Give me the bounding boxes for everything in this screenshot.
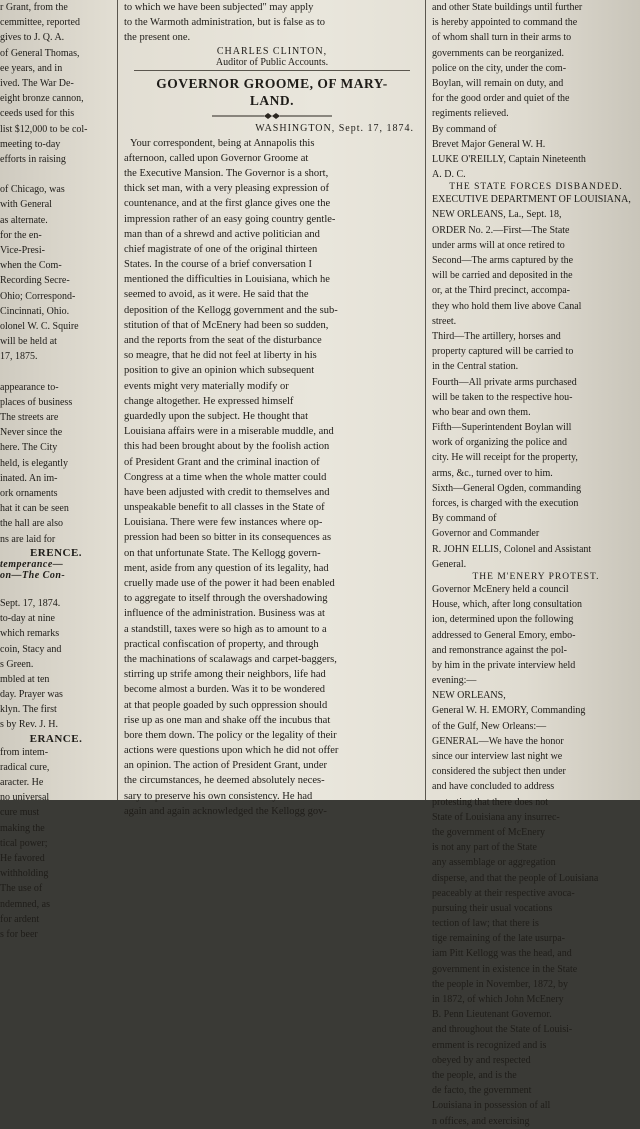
text-line: ion, determined upon the following: [432, 614, 574, 626]
text-line: of whom shall turn in their arms to: [432, 32, 572, 44]
text-line: Boylan, will remain on duty, and: [432, 77, 564, 89]
text-line: street.: [432, 315, 457, 327]
text-line: will be held at: [0, 336, 57, 348]
headline-line-1: GOVERNOR GROOME, OF MARY-: [156, 75, 388, 91]
text-line: for the en-: [0, 229, 42, 241]
text-line: is hereby appointed to command the: [432, 17, 578, 29]
text-line: actions were questions upon which he did not offer: [124, 745, 339, 757]
text-line: places of business: [0, 396, 73, 408]
text-line: again and again acknowledged the Kellogg gov-: [124, 805, 327, 817]
text-line: gives to J. Q. A.: [0, 32, 65, 44]
text-line: NEW ORLEANS,: [432, 690, 506, 702]
signature-name: CHARLES CLINTON,: [216, 45, 328, 57]
text-line: the present one.: [124, 32, 191, 44]
text-line: and have concluded to address: [432, 781, 555, 793]
left-section-subtitle-2: on—The Con-: [0, 569, 66, 581]
text-line: appearance to-: [0, 381, 59, 393]
left-column-top-text: [0, 0, 112, 547]
text-line: GENERAL—We have the honor: [432, 735, 564, 747]
center-column: [124, 0, 420, 817]
text-line: de facto, the government: [432, 1085, 532, 1097]
text-line: man than of a shrewd and active politician and: [124, 228, 320, 240]
text-line: s for beer: [0, 928, 38, 940]
text-line: R. JOHN ELLIS, Colonel and Assistant: [432, 543, 592, 555]
text-line: will be carried and deposited in the: [432, 270, 573, 282]
text-line: sary to preserve his own consistency. He had: [124, 790, 313, 802]
text-line: tical power;: [0, 837, 48, 849]
text-line: of General Thomas,: [0, 47, 80, 59]
text-line: Recording Secre-: [0, 275, 70, 287]
column-rule-left: [117, 0, 118, 800]
text-line: work of organizing the police and: [432, 437, 568, 449]
text-line: of President Grant and the criminal inaction of: [124, 456, 320, 468]
text-line: the people, and is the: [432, 1069, 517, 1081]
text-line: as alternate.: [0, 214, 48, 226]
text-line: mbled at ten: [0, 673, 50, 685]
signature-title: Auditor of Public Accounts.: [215, 56, 329, 68]
right-section-title-1: THE STATE FORCES DISBANDED.: [449, 182, 623, 193]
left-column: [0, 0, 112, 940]
text-line: General.: [432, 558, 467, 570]
text-line: in the Central station.: [432, 361, 519, 373]
text-line: governments can be reorganized.: [432, 47, 564, 59]
text-line: practical confiscation of property, and through: [124, 638, 319, 650]
text-line: thick set man, with a very pleasing expression of: [124, 183, 329, 195]
text-line: for the good order and quiet of the: [432, 93, 570, 105]
text-line: ceeds used for this: [0, 108, 75, 120]
text-line: peaceably at their respective avoca-: [432, 887, 575, 899]
text-line: disperse, and that the people of Louisiana: [432, 872, 599, 884]
text-line: EXECUTIVE DEPARTMENT OF LOUISIANA,: [432, 194, 631, 206]
text-line: so meagre, that he did not feel at liberty in his: [124, 350, 317, 362]
text-line: deposition of the Kellogg government and the sub-: [124, 304, 338, 316]
section-divider: [134, 70, 410, 71]
text-line: pression had been so bitter in its consequences as: [124, 532, 332, 544]
text-line: in 1872, of which John McEnery: [432, 994, 564, 1005]
text-line: efforts in raising: [0, 153, 66, 165]
text-line: the hall are also: [0, 518, 64, 530]
text-line: Governor McEnery held a council: [432, 583, 569, 595]
text-line: have been adjusted with credit to themselves and: [124, 486, 330, 498]
text-line: influence of the administration. Business was at: [124, 608, 325, 620]
text-line: withholding: [0, 868, 49, 880]
text-line: impression rather of an easy going country gentle-: [124, 213, 336, 225]
text-line: on that unfortunate State. The Kellogg govern-: [124, 547, 321, 559]
text-line: at that people goaded by such oppression should: [124, 699, 328, 711]
text-line: regiments relieved.: [432, 108, 509, 120]
text-line: s by Rev. J. H.: [0, 719, 58, 731]
text-line: since our interview last night we: [432, 751, 563, 762]
text-line: afternoon, called upon Governor Groome at: [124, 152, 309, 164]
text-line: Never since the: [0, 427, 63, 439]
text-line: government in existence in the State: [432, 963, 578, 975]
headline-ornament: [212, 113, 332, 119]
text-line: iam Pitt Kellogg was the head, and: [432, 948, 572, 960]
text-line: radical cure,: [0, 761, 50, 773]
headline-line-2: LAND.: [249, 92, 295, 108]
text-line: [0, 365, 112, 380]
text-line: addressed to General Emory, embo-: [432, 629, 576, 641]
text-line: ork ornaments: [0, 488, 58, 499]
article-body: [124, 136, 420, 819]
text-line: obeyed by and respected: [432, 1054, 531, 1066]
text-line: considered the subject then under: [432, 766, 566, 778]
text-line: forces, is charged with the execution: [432, 498, 579, 509]
right-section-2-text: [432, 582, 640, 1129]
right-section-title-2: THE M'ENERY PROTEST.: [472, 571, 600, 582]
text-line: pursuing their usual vocations: [432, 902, 553, 914]
text-line: day. Prayer was: [0, 689, 63, 701]
text-line: arms, &c., turned over to him.: [432, 467, 553, 479]
text-line: for ardent: [0, 913, 40, 925]
text-line: countenance, and at the first glance gives one the: [124, 198, 331, 210]
text-line: held, is elegantly: [0, 457, 69, 469]
text-line: police on the city, under the com-: [432, 62, 567, 74]
text-line: [0, 581, 112, 596]
text-line: cruelly made use of the power it had been enabled: [124, 578, 335, 589]
text-line: the circumstances, he deemed absolutely neces-: [124, 775, 325, 787]
text-line: the government of McEnery: [432, 826, 546, 838]
text-line: B. Penn Lieutenant Governor.: [432, 1009, 552, 1021]
text-line: of the Gulf, New Orleans:—: [432, 720, 547, 732]
text-line: seemed to avoid, as it were. He said that the: [124, 289, 309, 301]
text-line: bore them down. The policy or the legality of their: [124, 729, 337, 741]
text-line: from intem-: [0, 746, 49, 758]
text-line: which remarks: [0, 628, 60, 640]
text-line: r Grant, from the: [0, 2, 68, 13]
text-line: olonel W. C. Squire: [0, 320, 79, 332]
text-line: A. D. C.: [432, 169, 466, 181]
text-line: The streets are: [0, 412, 59, 424]
text-line: any assemblage or aggregation: [432, 857, 556, 869]
text-line: unspeakable benefit to all classes in the State of: [124, 502, 325, 514]
text-line: and throughout the State of Louisi-: [432, 1024, 573, 1036]
dateline: WASHINGTON, Sept. 17, 1874.: [255, 122, 414, 134]
text-line: change altogether. He expressed himself: [124, 395, 294, 407]
text-line: General W. H. EMORY, Commanding: [432, 705, 586, 717]
text-line: who bear and own them.: [432, 406, 531, 418]
text-line: guardedly upon the subject. He thought that: [124, 410, 309, 422]
text-line: Sixth—General Ogden, commanding: [432, 482, 582, 494]
text-line: is not any part of the State: [432, 842, 537, 854]
text-line: ee years, and in: [0, 62, 63, 74]
left-section-title-2: ERANCE.: [29, 732, 83, 745]
text-line: ment, aside from any question of its legality, had: [124, 562, 329, 574]
text-line: meeting to-day: [0, 138, 61, 150]
text-line: inated. An im-: [0, 472, 58, 484]
text-line: The use of: [0, 883, 43, 895]
text-line: ndemned, as: [0, 898, 50, 910]
right-section-1-text: [432, 192, 640, 572]
text-line: n offices, and exercising: [432, 1115, 530, 1127]
text-line: when the Com-: [0, 260, 62, 272]
text-line: ns are laid for: [0, 533, 56, 545]
text-line: cure must: [0, 807, 40, 819]
column-rule-right: [425, 0, 426, 800]
text-line: ernment is recognized and is: [432, 1039, 547, 1051]
text-line: to aggregate to itself through the overshadowing: [124, 593, 328, 605]
text-line: By command of: [432, 123, 497, 135]
text-line: Vice-Presi-: [0, 245, 45, 256]
text-line: Ohio; Correspond-: [0, 290, 76, 302]
text-line: here. The City: [0, 442, 58, 454]
text-line: property captured will be carried to: [432, 346, 574, 358]
text-line: Fifth—Superintendent Boylan will: [432, 422, 572, 434]
text-line: cemmittee, reported: [0, 17, 80, 29]
text-line: the Executive Mansion. The Governor is a short,: [124, 167, 329, 179]
text-line: Louisiana. There were few instances where op-: [124, 517, 323, 529]
text-line: mentioned the difficulties in Louisiana, which he: [124, 274, 330, 286]
text-line: ORDER No. 2.—First—The State: [432, 224, 570, 236]
text-line: 17, 1875.: [0, 351, 38, 363]
text-line: no universal: [0, 792, 50, 804]
text-line: aracter. He: [0, 777, 44, 788]
text-line: Louisiana in possession of all: [432, 1100, 551, 1112]
text-line: and remonstrance against the pol-: [432, 644, 567, 656]
text-line: the people in November, 1872, by: [432, 978, 568, 990]
text-line: position to give an opinion which subsequent: [124, 365, 315, 377]
text-line: protesting that there does not: [432, 796, 549, 808]
left-section-subtitle-1: temperance—: [0, 558, 64, 570]
text-line: Your correspondent, being at Annapolis this: [130, 137, 315, 149]
text-line: Governor and Commander: [432, 528, 540, 540]
left-section-title: ERENCE.: [29, 546, 83, 559]
text-line: Louisiana affairs were in a miserable muddle, and: [124, 426, 334, 438]
text-line: making the: [0, 822, 45, 834]
text-line: He favored: [0, 852, 45, 864]
left-column-mid-text: [0, 581, 112, 733]
text-line: to which we have been subjected" may apply: [124, 2, 314, 13]
text-line: State of Louisiana any insurrec-: [432, 811, 560, 823]
text-line: an opinion. The action of President Grant, under: [124, 760, 328, 772]
text-line: coin, Stacy and: [0, 643, 62, 655]
text-line: by him in the private interview held: [432, 659, 576, 671]
text-line: Second—The arms captured by the: [432, 255, 574, 266]
text-line: stitution of that of McEnery had been so sudden,: [124, 319, 329, 331]
text-line: ived. The War De-: [0, 77, 74, 89]
text-line: of Chicago, was: [0, 184, 65, 196]
text-line: eight bronze cannon,: [0, 93, 84, 105]
text-line: Brevet Major General W. H.: [432, 138, 546, 150]
text-line: rise up as one man and shake off the incubus that: [124, 714, 331, 726]
text-line: under arms will at once retired to: [432, 239, 565, 251]
text-line: Cincinnati, Ohio.: [0, 305, 70, 317]
text-line: the machinations of scalawags and carpet-baggers,: [124, 653, 337, 665]
text-line: Congress at a time when the whole matter could: [124, 471, 327, 483]
text-line: they who hold them live above Canal: [432, 300, 582, 312]
text-line: city. He will receipt for the property,: [432, 452, 578, 464]
text-line: become almost a burden. Was it to be wondered: [124, 684, 326, 696]
center-column-top-text: [124, 0, 420, 46]
right-column-top-text: [432, 0, 640, 182]
text-line: s Green.: [0, 658, 34, 670]
text-line: events might very materially modify or: [124, 380, 289, 392]
text-line: Fourth—All private arms purchased: [432, 376, 577, 388]
text-line: or, at the Third precinct, accompa-: [432, 285, 570, 297]
text-line: [0, 167, 112, 182]
text-line: chief magistrate of one of the original thirteen: [124, 243, 318, 255]
text-line: list $12,000 to be col-: [0, 123, 88, 135]
text-line: House, which, after long consultation: [432, 599, 582, 611]
text-line: By command of: [432, 513, 497, 525]
text-line: hat it can be seen: [0, 503, 69, 515]
text-line: stirring up strife among their neighbors, life had: [124, 669, 326, 681]
text-line: this had been brought about by the foolish action: [124, 441, 330, 453]
text-line: States. In the course of a brief conversation I: [124, 259, 313, 271]
text-line: klyn. The first: [0, 704, 57, 716]
text-line: to-day at nine: [0, 613, 55, 625]
text-line: and other State buildings until further: [432, 2, 583, 13]
right-column: [432, 0, 640, 1127]
text-line: evening:—: [432, 675, 477, 687]
text-line: LUKE O'REILLY, Captain Nineteenth: [432, 153, 586, 165]
text-line: NEW ORLEANS, La., Sept. 18,: [432, 209, 562, 221]
text-line: will be taken to the respective hou-: [432, 391, 573, 403]
text-line: and the reports from the seat of the disturbance: [124, 335, 322, 346]
text-line: a standstill, taxes were so high as to amount to a: [124, 623, 327, 635]
text-line: Third—The artillery, horses and: [432, 330, 561, 342]
text-line: tige remaining of the late usurpa-: [432, 933, 566, 945]
text-line: Sept. 17, 1874.: [0, 597, 61, 609]
text-line: to the Warmoth administration, but is false as to: [124, 17, 326, 29]
left-column-bottom-text: [0, 745, 112, 942]
text-line: tection of law; that there is: [432, 918, 539, 930]
text-line: with General: [0, 199, 52, 211]
